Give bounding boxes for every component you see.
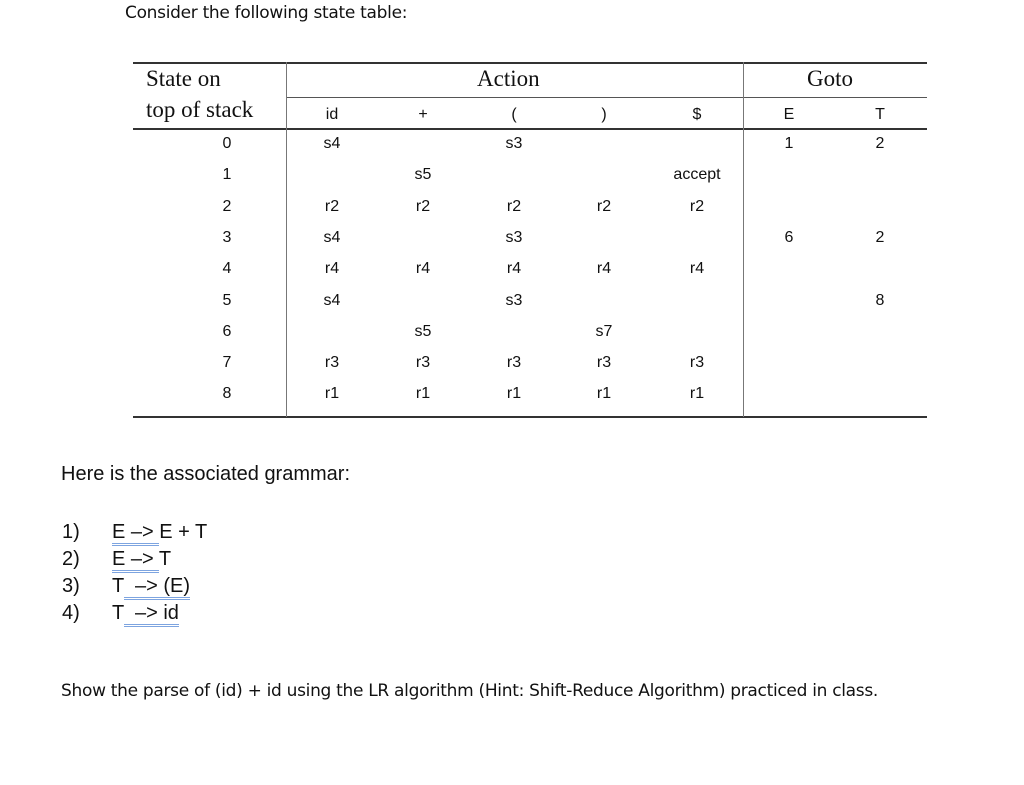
table-cell: s3 [505, 228, 523, 246]
grammar-rule [62, 573, 207, 600]
col-header-lparen: ( [511, 106, 517, 123]
grammar-intro: Here is the associated grammar: [61, 463, 351, 485]
state-header-line2: top of stack [146, 97, 254, 122]
state-cell: 1 [222, 166, 232, 184]
table-cell: r1 [324, 385, 340, 403]
header-bottom-rule [133, 128, 927, 130]
question-text: Show the parse of (id) + id using the LR algorithm (Hint: Shift-Reduce Algorithm) practiced in class. [61, 681, 878, 701]
rule-number: 4) [62, 602, 80, 624]
table-cell: r4 [689, 260, 705, 278]
col-header-dollar: $ [692, 106, 702, 123]
rule-rhs: T [158, 548, 172, 570]
table-row [133, 385, 927, 416]
table-cell: r3 [689, 354, 705, 372]
table-row [133, 229, 927, 260]
rule-lhs: E [112, 548, 125, 573]
rule-arrow: –> [125, 548, 159, 573]
table-cell: r2 [689, 197, 705, 215]
table-row [133, 198, 927, 229]
rule-lhs: T [112, 575, 124, 597]
table-cell: accept [673, 166, 721, 184]
grammar-rule [62, 546, 207, 573]
table-cell: 6 [784, 228, 794, 246]
rule-rhs: id [163, 602, 179, 627]
table-cell: r4 [596, 260, 612, 278]
state-cell: 8 [222, 385, 232, 403]
goto-header: Goto [807, 66, 853, 91]
grammar-rules [62, 519, 207, 627]
table-cell: r3 [596, 354, 612, 372]
rule-rhs: E + T [159, 521, 208, 543]
table-cell: s3 [505, 135, 523, 152]
table-cell: r1 [596, 385, 612, 403]
table-cell: r2 [596, 197, 612, 215]
rule-rhs: (E) [163, 575, 190, 600]
rule-number: 2) [62, 548, 80, 570]
rule-lhs: E [112, 521, 125, 546]
table-cell: s5 [414, 322, 432, 340]
table-cell: s7 [595, 322, 613, 340]
table-cell: 8 [875, 291, 885, 309]
table-cell: r1 [506, 385, 522, 403]
state-cell: 4 [222, 260, 232, 278]
col-header-id: id [325, 106, 339, 123]
state-cell: 0 [222, 135, 232, 152]
table-cell: r3 [415, 354, 431, 372]
table-cell: r2 [415, 197, 431, 215]
group-header-rule [286, 97, 927, 98]
table-row [133, 166, 927, 197]
rule-number: 3) [62, 575, 80, 597]
state-cell: 3 [222, 228, 232, 246]
rule-arrow: –> [125, 521, 159, 546]
table-cell: r4 [324, 260, 340, 278]
grammar-rule [62, 600, 207, 627]
table-cell: r4 [506, 260, 522, 278]
rule-arrow: –> [124, 575, 163, 600]
rule-number: 1) [62, 521, 80, 543]
table-cell: r4 [415, 260, 431, 278]
col-header-plus: + [418, 106, 428, 123]
table-row [133, 135, 927, 166]
state-cell: 7 [222, 354, 232, 372]
table-cell: s5 [414, 166, 432, 184]
table-top-rule [133, 62, 927, 64]
table-cell: s3 [505, 291, 523, 309]
table-row [133, 260, 927, 291]
table-cell: r2 [324, 197, 340, 215]
state-cell: 2 [222, 197, 232, 215]
table-cell: r3 [324, 354, 340, 372]
table-cell: r1 [415, 385, 431, 403]
table-cell: 2 [875, 135, 885, 152]
state-cell: 5 [222, 291, 232, 309]
rule-lhs: T [112, 602, 124, 624]
rule-arrow: –> [124, 602, 163, 627]
action-header: Action [477, 66, 540, 91]
state-table [133, 62, 927, 418]
table-cell: s4 [323, 135, 341, 152]
state-cell: 6 [222, 322, 232, 340]
col-header-rparen: ) [601, 106, 607, 123]
state-header-line1: State on [146, 66, 221, 91]
table-cell: s4 [323, 291, 341, 309]
grammar-rule [62, 519, 207, 546]
table-row [133, 323, 927, 354]
table-row [133, 292, 927, 323]
table-cell: s4 [323, 228, 341, 246]
table-row [133, 354, 927, 385]
col-header-E: E [783, 106, 795, 123]
table-cell: r1 [689, 385, 705, 403]
table-cell: r3 [506, 354, 522, 372]
table-cell: 1 [784, 135, 794, 152]
table-cell: r2 [506, 197, 522, 215]
intro-text: Consider the following state table: [125, 3, 408, 23]
table-cell: 2 [875, 228, 885, 246]
col-header-T: T [875, 106, 885, 123]
